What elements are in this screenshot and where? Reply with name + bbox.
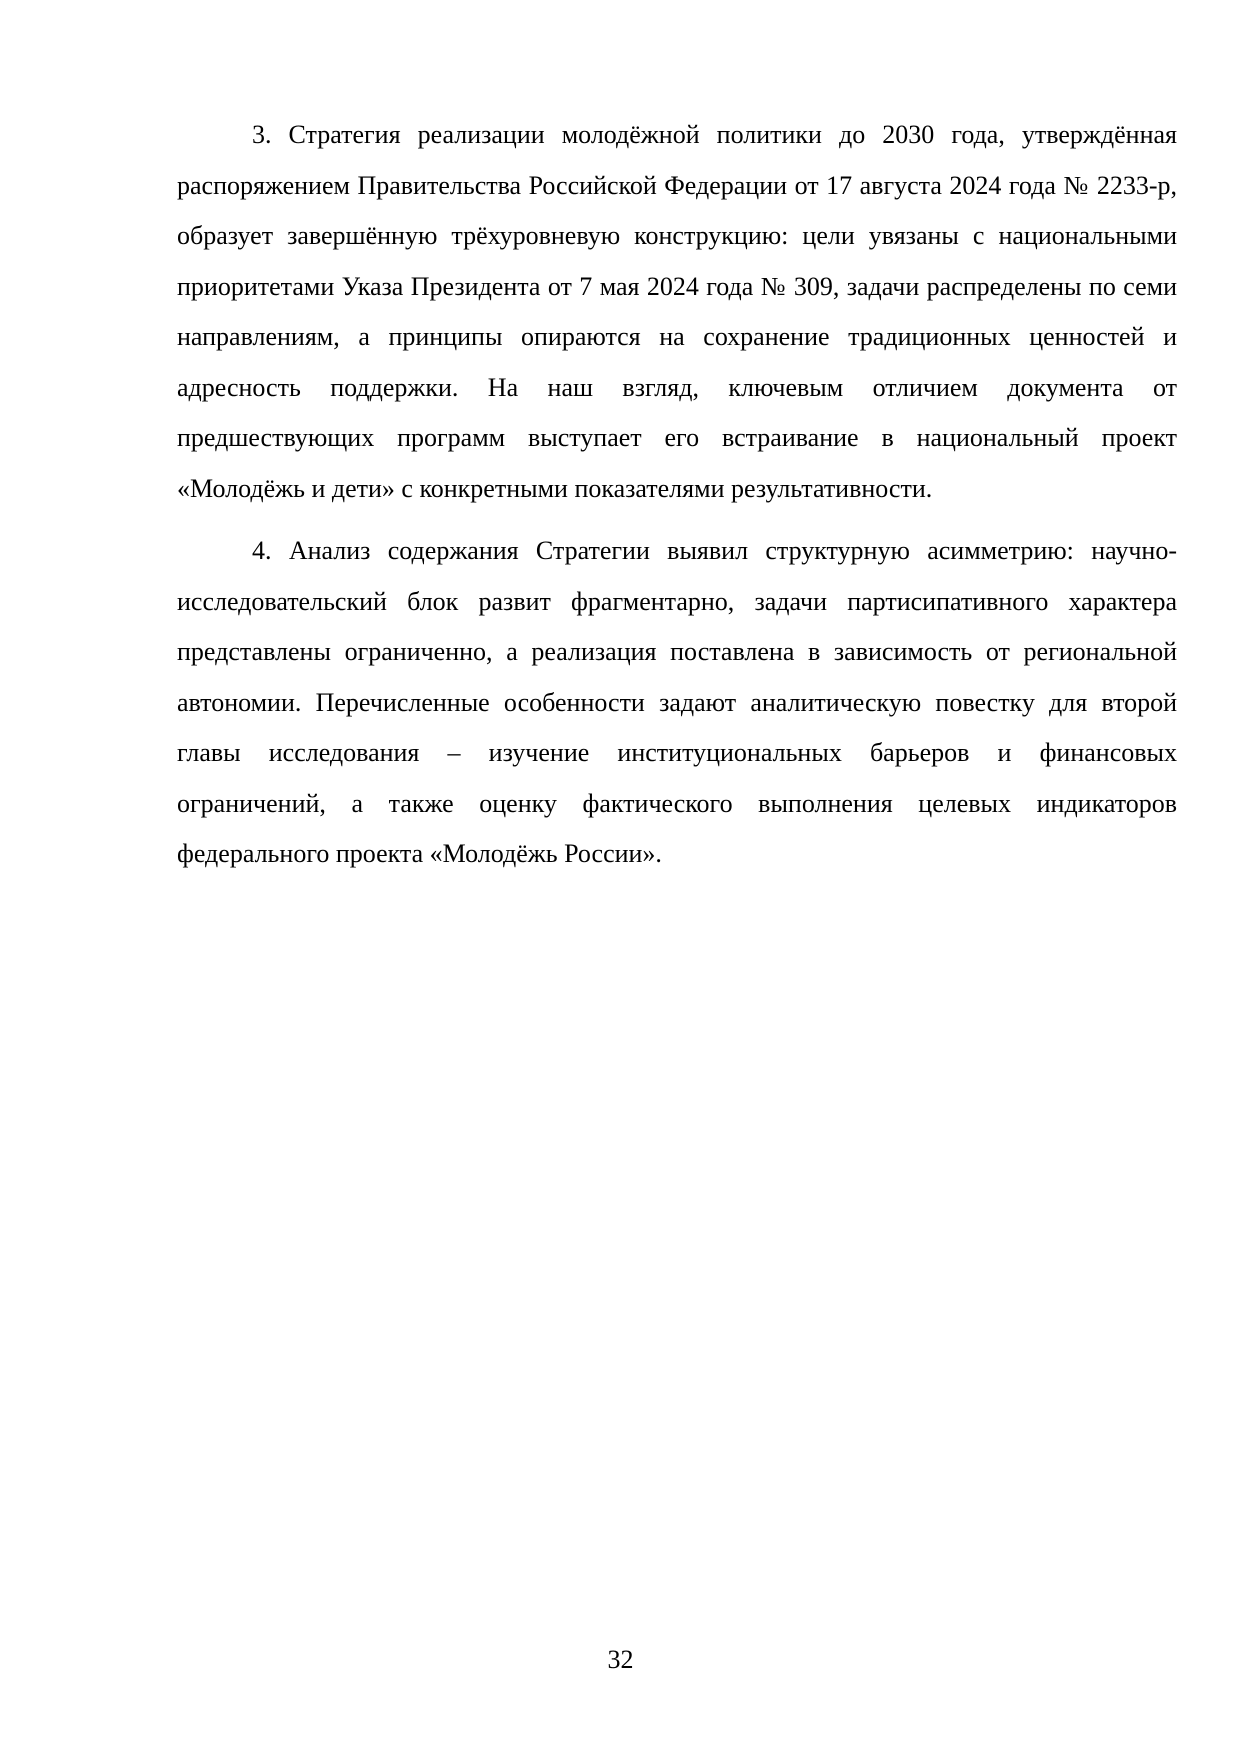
page-number: 32 bbox=[607, 1645, 634, 1674]
paragraph-4: 4. Анализ содержания Стратегии выявил структурную асимметрию: научно-исследовательский блок развит фрагментарно, задачи партисипативного характера представлены ограниченно, а реализация поставлена в зависимость от региональной автономии. Перечисленные особенности задают аналитическую повестку для второй главы исследования – изучение институциональных барьеров и финансовых ограничений, а также оценку фактического выполнения целевых индикаторов федерального проекта «Молодёжь России». bbox=[177, 536, 1177, 868]
paragraph-3: 3. Стратегия реализации молодёжной политики до 2030 года, утверждённая распоряжением Правительства Российской Федерации от 17 августа 2024 года № 2233-р, образует завершённую трёхуровневую конструкцию: цели увязаны с национальными приоритетами Указа Президента от 7 мая 2024 года № 309, задачи распределены по семи направлениям, а принципы опираются на сохранение традиционных ценностей и адресность поддержки. На наш взгляд, ключевым отличием документа от предшествующих программ выступает его встраивание в национальный проект «Молодёжь и дети» с конкретными показателями результативности. bbox=[177, 120, 1177, 503]
body-text bbox=[177, 110, 1177, 892]
